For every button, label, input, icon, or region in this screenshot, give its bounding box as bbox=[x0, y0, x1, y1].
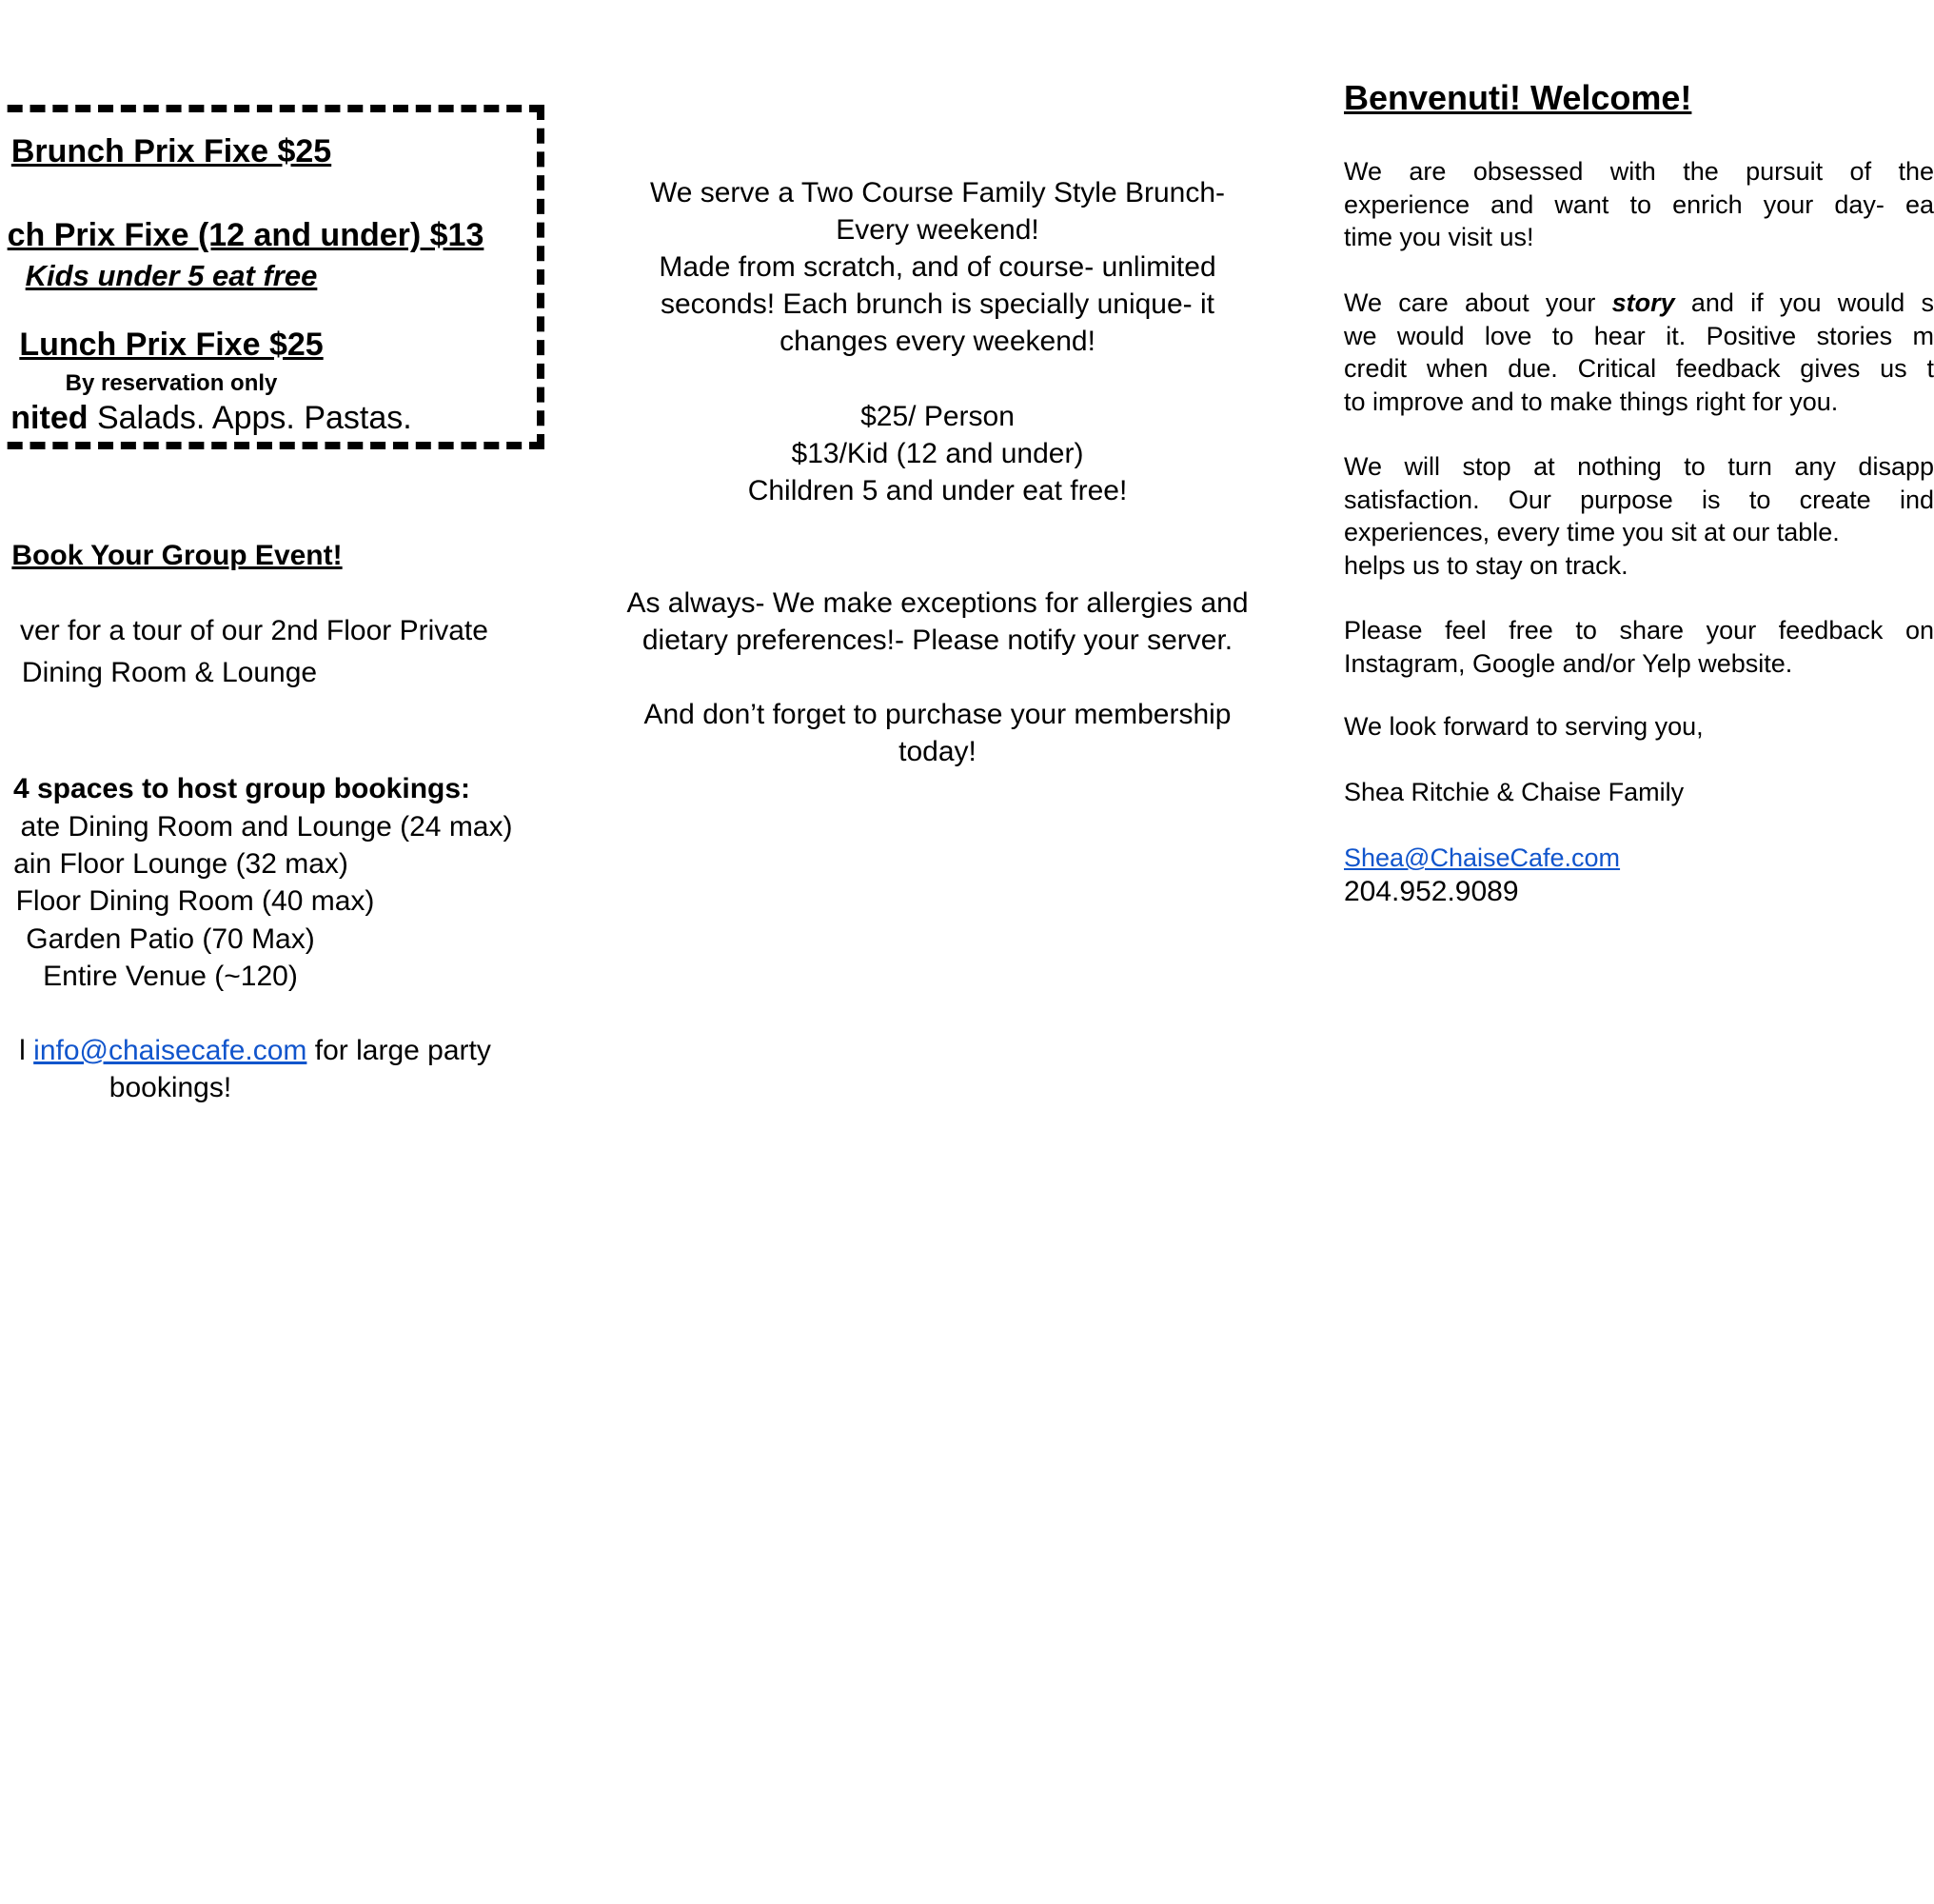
welcome-paragraph-3: We will stop at nothing to turn any disapp satisfaction. Our purpose is to create ind experiences, every time you sit at our table. helps us to stay on track. bbox=[1344, 452, 1934, 580]
reservation-note: By reservation only bbox=[65, 370, 278, 396]
space-item: Garden Patio (70 Max) bbox=[26, 923, 315, 955]
welcome-title: Benvenuti! Welcome! bbox=[1344, 78, 1692, 117]
unlimited-items: nited Salads. Apps. Pastas. bbox=[10, 400, 412, 436]
group-events-column bbox=[0, 0, 571, 1904]
spaces-title: 4 spaces to host group bookings: bbox=[12, 773, 471, 804]
space-item: Floor Dining Room (40 max) bbox=[15, 885, 375, 917]
kids-prix-fixe: ch Prix Fixe (12 and under) $13 bbox=[7, 217, 484, 253]
info-email-link[interactable]: info@chaisecafe.com bbox=[33, 1035, 307, 1066]
owner-email-line bbox=[1344, 843, 1620, 873]
closing-line: We look forward to serving you, bbox=[1344, 712, 1704, 741]
price-person: $25/ Person bbox=[860, 401, 1015, 432]
space-item: Entire Venue (~120) bbox=[43, 961, 298, 992]
signature: Shea Ritchie & Chaise Family bbox=[1344, 778, 1685, 806]
price-list bbox=[571, 398, 1304, 509]
price-children-free: Children 5 and under eat free! bbox=[747, 475, 1128, 506]
price-kid: $13/Kid (12 and under) bbox=[791, 438, 1084, 469]
welcome-column bbox=[1344, 0, 1934, 1904]
allergies-note: As always- We make exceptions for allergies and dietary preferences!- Please notify your server. bbox=[626, 587, 1249, 656]
brunch-prix-fixe: Brunch Prix Fixe $25 bbox=[10, 133, 332, 169]
tour-text-line1: ver for a tour of our 2nd Floor Private bbox=[20, 615, 488, 646]
phone-number: 204.952.9089 bbox=[1344, 876, 1519, 907]
welcome-paragraph-2: We care about your story and if you would s we would love to hear it. Positive stories m credit when due. Critical feedback gives us t to improve and to make things right for you. bbox=[1344, 288, 1934, 416]
lunch-prix-fixe: Lunch Prix Fixe $25 bbox=[19, 327, 324, 363]
tour-text-line2: Dining Room & Lounge bbox=[21, 657, 318, 688]
space-item: ain Floor Lounge (32 max) bbox=[13, 848, 348, 880]
membership-note: And don’t forget to purchase your membership today! bbox=[643, 699, 1232, 767]
kids-free-note: Kids under 5 eat free bbox=[25, 259, 318, 292]
owner-email-link[interactable]: Shea@ChaiseCafe.com bbox=[1344, 843, 1621, 872]
book-group-event-title: Book Your Group Event! bbox=[11, 540, 343, 571]
email-booking-line2: bookings! bbox=[109, 1072, 232, 1103]
welcome-paragraph-1: We are obsessed with the pursuit of the experience and want to enrich your day- ea time you visit us! bbox=[1344, 157, 1934, 251]
welcome-paragraph-4: Please feel free to share your feedback on Instagram, Google and/or Yelp website. bbox=[1344, 616, 1934, 678]
email-booking-line: l info@chaisecafe.com for large party bbox=[19, 1035, 491, 1066]
brunch-intro: We serve a Two Course Family Style Brunch- Every weekend! Made from scratch, and of course- unlimited seconds! Each brunch is specially unique- it changes every weekend! bbox=[649, 177, 1226, 357]
space-item: ate Dining Room and Lounge (24 max) bbox=[20, 811, 513, 843]
